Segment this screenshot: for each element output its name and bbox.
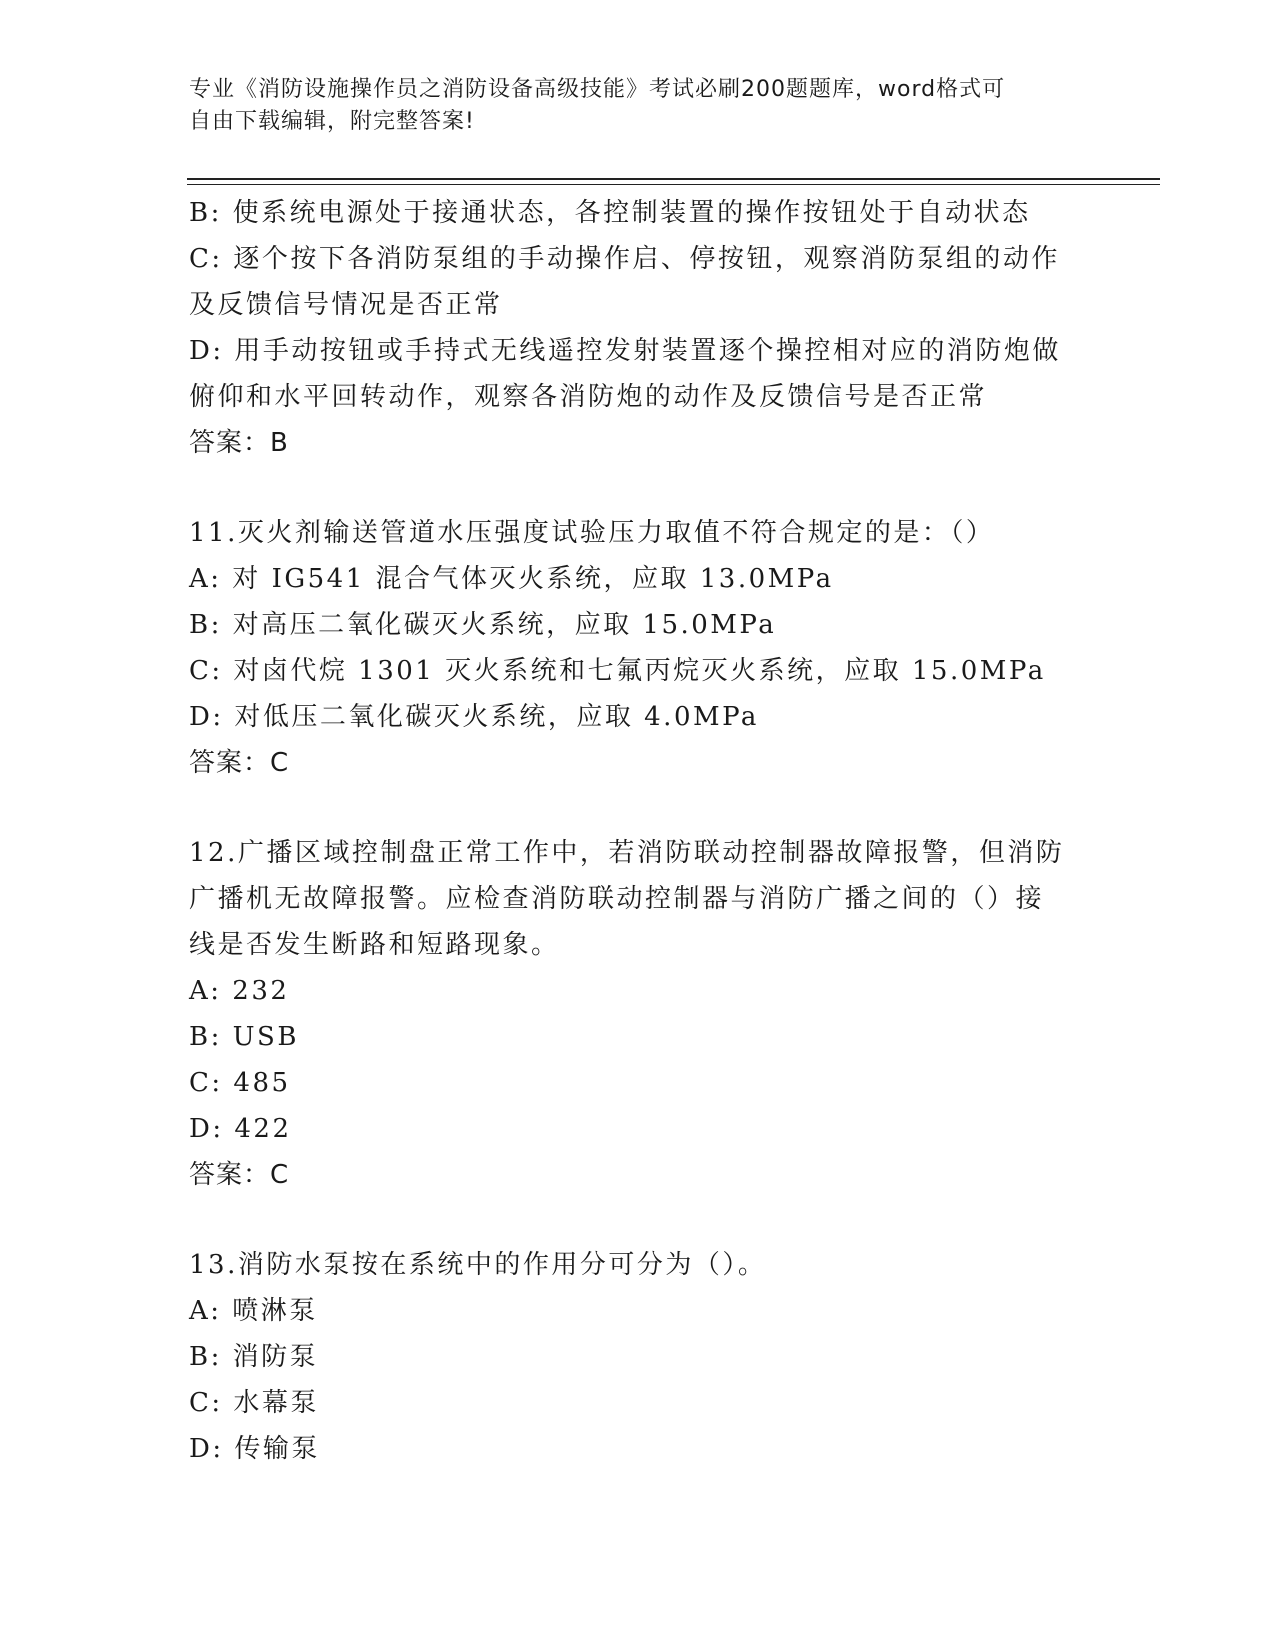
option-b: B: USB xyxy=(189,1022,299,1052)
question-10-continued xyxy=(189,190,1089,466)
option-c: C: 对卤代烷 1301 灭火系统和七氟丙烷灭火系统，应取 15.0MPa xyxy=(189,656,1046,686)
option-c: C: 逐个按下各消防泵组的手动操作启、停按钮，观察消防泵组的动作 xyxy=(189,244,1060,274)
question-11 xyxy=(189,510,1089,786)
question-stem: 13.消防水泵按在系统中的作用分可分为（）。 xyxy=(189,1250,767,1280)
option-d-continued: 俯仰和水平回转动作，观察各消防炮的动作及反馈信号是否正常 xyxy=(189,382,988,412)
option-a: A: 喷淋泵 xyxy=(189,1296,318,1326)
question-13 xyxy=(189,1242,1089,1472)
question-stem-continued: 线是否发生断路和短路现象。 xyxy=(189,930,560,960)
question-12 xyxy=(189,830,1089,1198)
header-line-1: 专业《消防设施操作员之消防设备高级技能》考试必刷200题题库，word格式可 xyxy=(189,77,1006,102)
header-divider-thin xyxy=(187,184,1160,185)
question-stem-continued: 广播机无故障报警。应检查消防联动控制器与消防广播之间的（）接 xyxy=(189,884,1045,914)
option-a: A: 对 IG541 混合气体灭火系统，应取 13.0MPa xyxy=(189,564,834,594)
option-d: D: 传输泵 xyxy=(189,1434,320,1464)
option-d: D: 422 xyxy=(189,1114,292,1144)
option-b: B: 消防泵 xyxy=(189,1342,319,1372)
answer: 答案：C xyxy=(189,748,290,778)
option-c: C: 水幕泵 xyxy=(189,1388,319,1418)
question-stem: 11.灭火剂输送管道水压强度试验压力取值不符合规定的是：（） xyxy=(189,518,995,548)
option-c: C: 485 xyxy=(189,1068,291,1098)
option-c-continued: 及反馈信号情况是否正常 xyxy=(189,290,503,320)
option-d: D: 对低压二氧化碳灭火系统，应取 4.0MPa xyxy=(189,702,759,732)
document-header xyxy=(189,74,1089,138)
answer: 答案：B xyxy=(189,428,289,458)
header-line-2: 自由下载编辑，附完整答案! xyxy=(189,109,475,134)
question-stem: 12.广播区域控制盘正常工作中，若消防联动控制器故障报警，但消防 xyxy=(189,838,1065,868)
header-divider-thick xyxy=(187,178,1160,180)
option-d: D: 用手动按钮或手持式无线遥控发射装置逐个操控相对应的消防炮做 xyxy=(189,336,1061,366)
option-b: B: 使系统电源处于接通状态，各控制装置的操作按钮处于自动状态 xyxy=(189,198,1031,228)
option-a: A: 232 xyxy=(189,976,290,1006)
answer: 答案：C xyxy=(189,1160,290,1190)
question-list xyxy=(189,190,1089,1472)
option-b: B: 对高压二氧化碳灭火系统，应取 15.0MPa xyxy=(189,610,777,640)
